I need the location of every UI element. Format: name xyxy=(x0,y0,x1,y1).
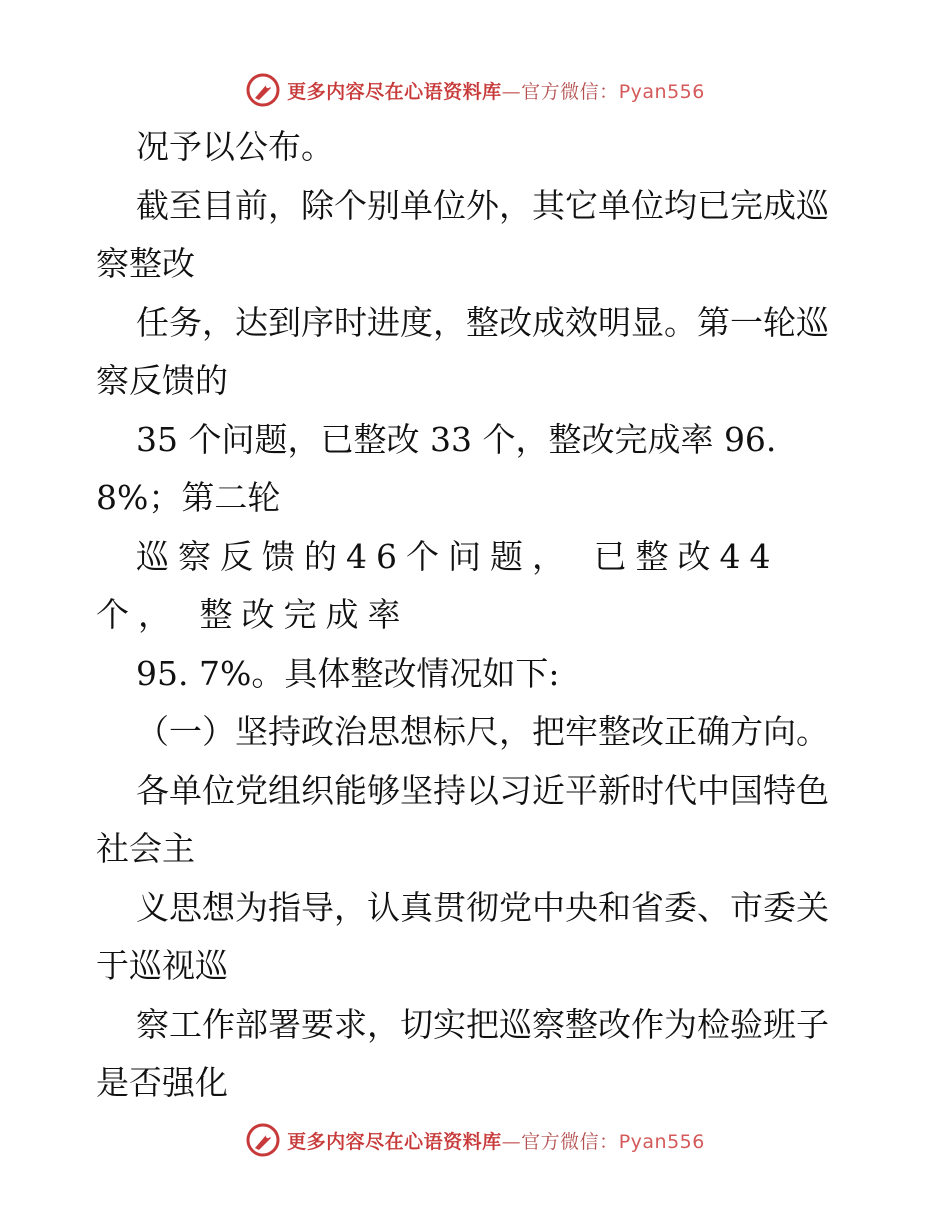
text-line: 35 个问题，已整改 33 个，整改完成率 96. xyxy=(136,419,777,459)
text-line: 各单位党组织能够坚持以习近平新时代中国特色 xyxy=(136,770,829,810)
watermark-text xyxy=(287,1127,705,1154)
watermark-id: Pyan556 xyxy=(618,1130,705,1153)
text-line: 任务，达到序时进度，整改成效明显。第一轮巡 xyxy=(136,302,829,342)
pen-nib-logo-icon xyxy=(245,72,281,108)
header-watermark xyxy=(0,70,950,110)
watermark-official: 官方微信： xyxy=(521,1130,619,1153)
text-line: 察整改 xyxy=(96,244,195,283)
text-line: 8%；第二轮 xyxy=(96,478,281,517)
text-line: 95. 7%。具体整改情况如下: xyxy=(136,653,560,693)
watermark-dash: — xyxy=(501,1130,522,1153)
pen-nib-logo-icon xyxy=(245,1122,281,1158)
text-line: 是否强化 xyxy=(96,1063,228,1102)
text-line: 察反馈的 xyxy=(96,361,228,400)
text-line: 巡察反馈的46个问题， 已整改44 xyxy=(136,536,780,576)
document-body xyxy=(96,118,856,1113)
watermark-id: Pyan556 xyxy=(618,80,705,103)
watermark-text xyxy=(287,77,705,104)
text-line: 察工作部署要求，切实把巡察整改作为检验班子 xyxy=(136,1004,829,1044)
text-line: 义思想为指导，认真贯彻党中央和省委、市委关 xyxy=(136,887,829,927)
text-line: 个， 整改完成率 xyxy=(96,595,410,634)
text-line: 况予以公布。 xyxy=(136,127,334,166)
watermark-official: 官方微信： xyxy=(521,80,619,103)
watermark-brand: 更多内容尽在心语资料库 xyxy=(287,1130,502,1153)
text-line: 社会主 xyxy=(96,829,195,868)
watermark-brand: 更多内容尽在心语资料库 xyxy=(287,80,502,103)
text-line: 于巡视巡 xyxy=(96,946,228,985)
text-line: （一）坚持政治思想标尺，把牢整改正确方向。 xyxy=(136,712,829,751)
footer-watermark xyxy=(0,1120,950,1160)
text-line: 截至目前，除个别单位外，其它单位均已完成巡 xyxy=(136,185,829,225)
watermark-dash: — xyxy=(501,80,522,103)
